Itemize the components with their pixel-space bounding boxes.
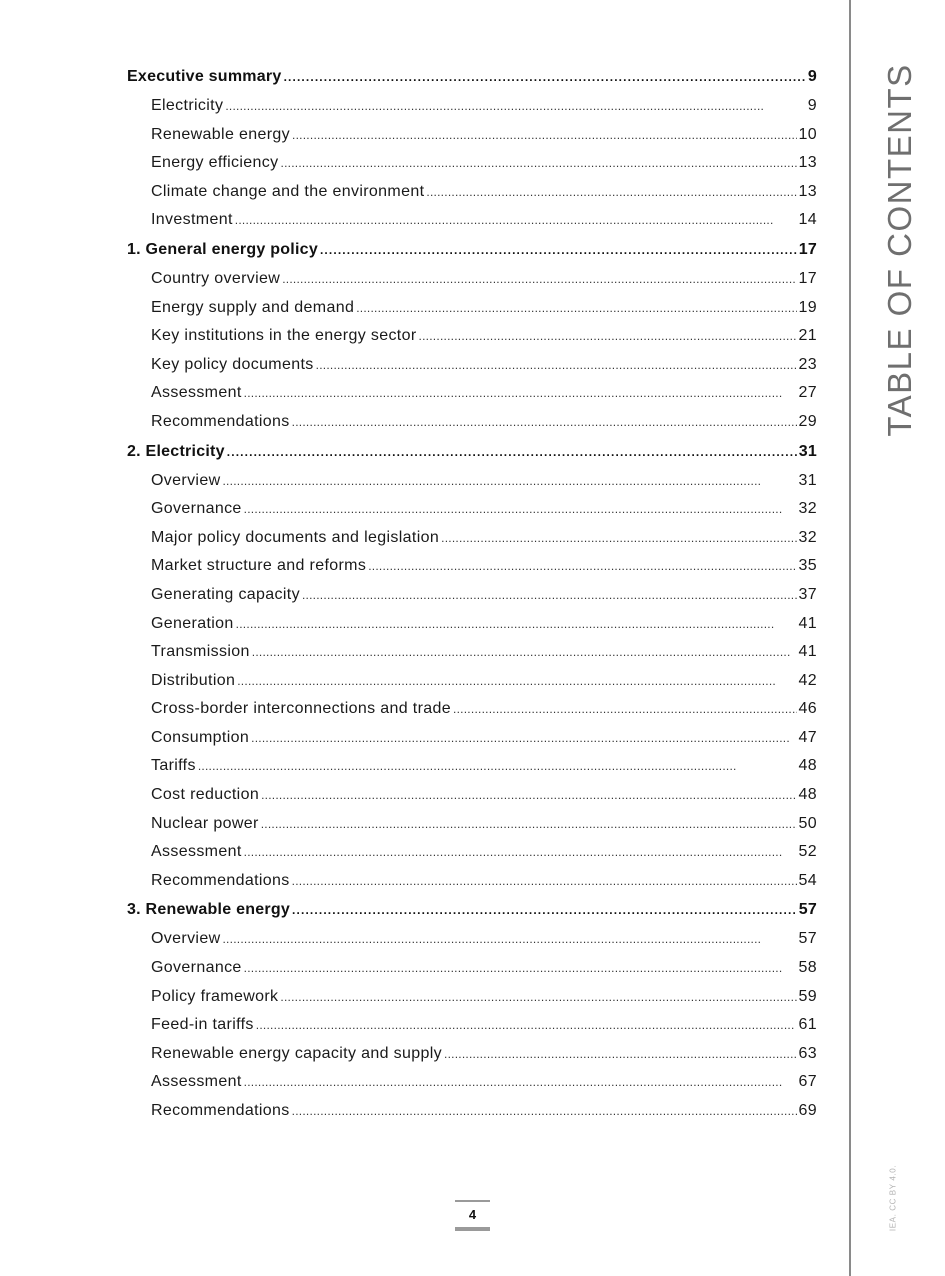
toc-entry-page: 41 bbox=[798, 614, 817, 632]
toc-section-entry[interactable] bbox=[127, 695, 817, 724]
toc-section-entry[interactable] bbox=[127, 351, 817, 380]
toc-entry-page: 69 bbox=[798, 1102, 817, 1119]
dot-leader bbox=[198, 752, 797, 781]
dot-leader bbox=[256, 1011, 797, 1040]
toc-entry-page: 61 bbox=[798, 1016, 817, 1034]
dot-leader bbox=[302, 581, 797, 610]
toc-entry-page: 67 bbox=[798, 1073, 817, 1091]
toc-entry-title: Renewable energy capacity and supply bbox=[151, 1044, 442, 1062]
toc-section-entry[interactable] bbox=[127, 838, 817, 867]
toc-entry-page: 32 bbox=[798, 528, 817, 546]
toc-entry-title: Assessment bbox=[151, 384, 242, 402]
toc-entry-title: Assessment bbox=[151, 843, 242, 861]
toc-chapter-entry[interactable] bbox=[127, 437, 817, 467]
toc-entry-title: Feed-in tariffs bbox=[151, 1016, 254, 1034]
toc-entry-page: 31 bbox=[798, 442, 817, 460]
toc-entry-title: Recommendations bbox=[151, 1102, 290, 1119]
toc-section-entry[interactable] bbox=[127, 867, 817, 896]
toc-entry-title: Energy efficiency bbox=[151, 154, 279, 172]
dot-leader bbox=[453, 695, 796, 724]
toc-entry-title: Cost reduction bbox=[151, 786, 260, 804]
side-divider bbox=[849, 0, 851, 1276]
toc-section-entry[interactable] bbox=[127, 724, 817, 753]
toc-section-entry[interactable] bbox=[127, 752, 817, 781]
toc-entry-title: Nuclear power bbox=[151, 814, 259, 832]
toc-entry-title: Generating capacity bbox=[151, 585, 300, 603]
toc-chapter-entry[interactable] bbox=[127, 235, 817, 265]
toc-entry-page: 41 bbox=[798, 643, 817, 661]
toc-entry-title: Consumption bbox=[151, 728, 250, 746]
dot-leader bbox=[320, 235, 797, 265]
toc-entry-title: Assessment bbox=[151, 1073, 242, 1091]
toc-entry-page: 35 bbox=[798, 557, 817, 575]
dot-leader bbox=[426, 178, 796, 207]
toc-entry-page: 9 bbox=[807, 97, 817, 114]
dot-leader bbox=[235, 206, 797, 235]
dot-leader bbox=[284, 62, 806, 92]
toc-entry-page: 63 bbox=[798, 1044, 817, 1062]
toc-section-entry[interactable] bbox=[127, 1068, 817, 1097]
toc-entry-title: 3. Renewable energy bbox=[127, 901, 291, 919]
toc-entry-title: Generation bbox=[151, 614, 234, 632]
dot-leader bbox=[237, 667, 796, 696]
toc-entry-page: 58 bbox=[798, 959, 817, 977]
toc-section-entry[interactable] bbox=[127, 610, 817, 639]
toc-entry-title: Recommendations bbox=[151, 412, 290, 430]
toc-entry-title: Major policy documents and legislation bbox=[151, 528, 440, 546]
license-notice: IEA. CC BY 4.0. bbox=[888, 1164, 898, 1232]
toc-section-entry[interactable] bbox=[127, 379, 817, 408]
toc-entry-title: Tariffs bbox=[151, 757, 196, 775]
toc-section-entry[interactable] bbox=[127, 810, 817, 839]
toc-entry-title: Key institutions in the energy sector bbox=[151, 327, 417, 345]
toc-chapter-entry[interactable] bbox=[127, 895, 817, 925]
toc-section-entry[interactable] bbox=[127, 294, 817, 323]
toc-section-entry[interactable] bbox=[127, 552, 817, 581]
toc-section-entry[interactable] bbox=[127, 667, 817, 696]
toc-section-entry[interactable] bbox=[127, 92, 817, 121]
dot-leader bbox=[292, 1097, 797, 1126]
toc-entry-page: 29 bbox=[798, 412, 817, 430]
toc-section-entry[interactable] bbox=[127, 149, 817, 178]
dot-leader bbox=[292, 408, 797, 437]
toc-section-entry[interactable] bbox=[127, 121, 817, 150]
toc-entry-title: 1. General energy policy bbox=[127, 240, 318, 258]
dot-leader bbox=[244, 379, 797, 408]
toc-entry-page: 57 bbox=[798, 901, 817, 919]
dot-leader bbox=[244, 1068, 797, 1097]
toc-entry-page: 13 bbox=[798, 154, 817, 172]
toc-entry-page: 21 bbox=[798, 327, 817, 345]
toc-entry-page: 19 bbox=[798, 298, 817, 316]
dot-leader bbox=[281, 149, 797, 178]
toc-entry-title: Country overview bbox=[151, 269, 281, 287]
table-of-contents bbox=[127, 62, 817, 1126]
toc-section-entry[interactable] bbox=[127, 206, 817, 235]
dot-leader bbox=[292, 895, 797, 925]
toc-section-entry[interactable] bbox=[127, 581, 817, 610]
toc-section-entry[interactable] bbox=[127, 925, 817, 954]
toc-entry-title: Recommendations bbox=[151, 871, 290, 889]
toc-entry-title: Executive summary bbox=[127, 68, 282, 85]
dot-leader bbox=[244, 495, 797, 524]
dot-leader bbox=[280, 983, 796, 1012]
toc-section-entry[interactable] bbox=[127, 638, 817, 667]
dot-leader bbox=[251, 724, 796, 753]
dot-leader bbox=[225, 92, 805, 121]
toc-entry-title: Overview bbox=[151, 930, 221, 948]
toc-section-entry[interactable] bbox=[127, 781, 817, 810]
toc-section-entry[interactable] bbox=[127, 954, 817, 983]
toc-entry-title: Investment bbox=[151, 211, 233, 229]
toc-entry-page: 37 bbox=[798, 585, 817, 603]
toc-entry-page: 27 bbox=[798, 384, 817, 402]
toc-entry-page: 13 bbox=[798, 182, 817, 200]
toc-section-entry[interactable] bbox=[127, 1040, 817, 1069]
toc-entry-page: 47 bbox=[798, 728, 817, 746]
toc-entry-page: 52 bbox=[798, 843, 817, 861]
toc-entry-title: Transmission bbox=[151, 643, 250, 661]
toc-entry-page: 59 bbox=[798, 987, 817, 1005]
toc-entry-page: 23 bbox=[798, 355, 817, 373]
toc-entry-title: Market structure and reforms bbox=[151, 557, 367, 575]
toc-section-entry[interactable] bbox=[127, 467, 817, 496]
toc-section-entry[interactable] bbox=[127, 495, 817, 524]
dot-leader bbox=[292, 867, 797, 896]
toc-entry-page: 17 bbox=[798, 269, 817, 287]
toc-entry-title: 2. Electricity bbox=[127, 442, 225, 460]
toc-entry-page: 54 bbox=[798, 871, 817, 889]
toc-entry-title: Governance bbox=[151, 959, 242, 977]
toc-section-entry[interactable] bbox=[127, 983, 817, 1012]
toc-entry-title: Policy framework bbox=[151, 987, 279, 1005]
toc-entry-page: 17 bbox=[798, 240, 817, 258]
toc-entry-page: 31 bbox=[798, 471, 817, 489]
toc-entry-page: 57 bbox=[798, 930, 817, 948]
toc-entry-page: 46 bbox=[798, 700, 817, 718]
dot-leader bbox=[252, 638, 797, 667]
toc-entry-page: 10 bbox=[798, 125, 817, 143]
dot-leader bbox=[222, 467, 796, 496]
toc-entry-title: Energy supply and demand bbox=[151, 298, 355, 316]
toc-entry-title: Electricity bbox=[151, 97, 224, 114]
toc-entry-page: 48 bbox=[798, 786, 817, 804]
toc-section-entry[interactable] bbox=[127, 1097, 817, 1126]
dot-leader bbox=[316, 351, 797, 380]
dot-leader bbox=[419, 322, 797, 351]
toc-section-entry[interactable] bbox=[127, 178, 817, 207]
dot-leader bbox=[244, 954, 797, 983]
dot-leader bbox=[222, 925, 796, 954]
dot-leader bbox=[236, 610, 797, 639]
dot-leader bbox=[444, 1040, 797, 1069]
toc-chapter-entry[interactable] bbox=[127, 62, 817, 92]
dot-leader bbox=[261, 781, 796, 810]
dot-leader bbox=[441, 524, 796, 553]
section-title: TABLE OF CONTENTS bbox=[881, 63, 918, 437]
toc-entry-title: Governance bbox=[151, 500, 242, 518]
toc-entry-page: 42 bbox=[798, 671, 817, 689]
toc-entry-page: 48 bbox=[798, 757, 817, 775]
dot-leader bbox=[244, 838, 797, 867]
toc-entry-title: Overview bbox=[151, 471, 221, 489]
toc-entry-page: 50 bbox=[798, 814, 817, 832]
dot-leader bbox=[292, 121, 796, 150]
dot-leader bbox=[261, 810, 797, 839]
toc-entry-title: Distribution bbox=[151, 671, 236, 689]
page-number: 4 bbox=[455, 1200, 490, 1231]
toc-entry-page: 9 bbox=[807, 68, 817, 85]
toc-entry-title: Key policy documents bbox=[151, 355, 314, 373]
toc-section-entry[interactable] bbox=[127, 322, 817, 351]
toc-section-entry[interactable] bbox=[127, 1011, 817, 1040]
toc-entry-title: Cross-border interconnections and trade bbox=[151, 700, 452, 718]
toc-entry-page: 14 bbox=[798, 211, 817, 229]
dot-leader bbox=[356, 294, 796, 323]
dot-leader bbox=[368, 552, 796, 581]
toc-section-entry[interactable] bbox=[127, 524, 817, 553]
toc-section-entry[interactable] bbox=[127, 265, 817, 294]
toc-entry-title: Climate change and the environment bbox=[151, 182, 425, 200]
toc-entry-title: Renewable energy bbox=[151, 125, 291, 143]
toc-section-entry[interactable] bbox=[127, 408, 817, 437]
dot-leader bbox=[227, 437, 797, 467]
dot-leader bbox=[282, 265, 796, 294]
toc-entry-page: 32 bbox=[798, 500, 817, 518]
